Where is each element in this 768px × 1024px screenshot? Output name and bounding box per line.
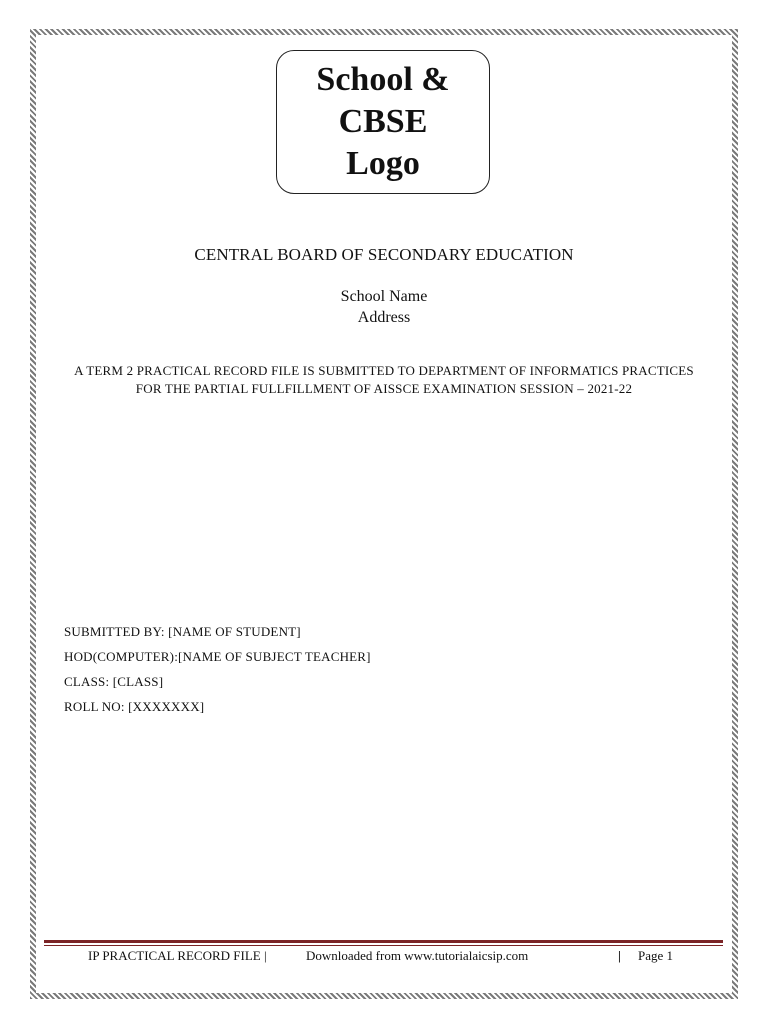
- page-number: Page 1: [638, 948, 674, 963]
- statement-line-2: FOR THE PARTIAL FULLFILLMENT OF AISSCE EXAMINATION SESSION – 2021-22: [135, 381, 633, 396]
- hod-computer: HOD(COMPUTER):[NAME OF SUBJECT TEACHER]: [64, 649, 371, 664]
- submitted-by: SUBMITTED BY: [NAME OF STUDENT]: [64, 624, 301, 639]
- footer-rule-thin: [44, 945, 723, 946]
- footer-separator: |: [618, 948, 621, 963]
- class-field: CLASS: [CLASS]: [64, 674, 164, 689]
- school-address: Address: [357, 309, 411, 326]
- statement-line-1: A TERM 2 PRACTICAL RECORD FILE IS SUBMITTED TO DEPARTMENT OF INFORMATICS PRACTICES: [74, 363, 694, 378]
- board-title: CENTRAL BOARD OF SECONDARY EDUCATION: [194, 245, 574, 264]
- footer-download-link[interactable]: Downloaded from www.tutorialaicsip.com: [306, 948, 529, 963]
- student-details: [64, 623, 371, 723]
- logo-text-line-2: CBSE: [338, 103, 428, 140]
- footer-rule-thick: [44, 940, 723, 943]
- logo-text-line-1: School &: [316, 61, 450, 98]
- school-name: School Name: [340, 288, 428, 305]
- logo-placeholder: [276, 50, 490, 194]
- submission-statement: [40, 362, 728, 398]
- logo-text-line-3: Logo: [346, 145, 420, 182]
- roll-number: ROLL NO: [XXXXXXX]: [64, 699, 205, 714]
- footer-title: IP PRACTICAL RECORD FILE |: [88, 948, 267, 963]
